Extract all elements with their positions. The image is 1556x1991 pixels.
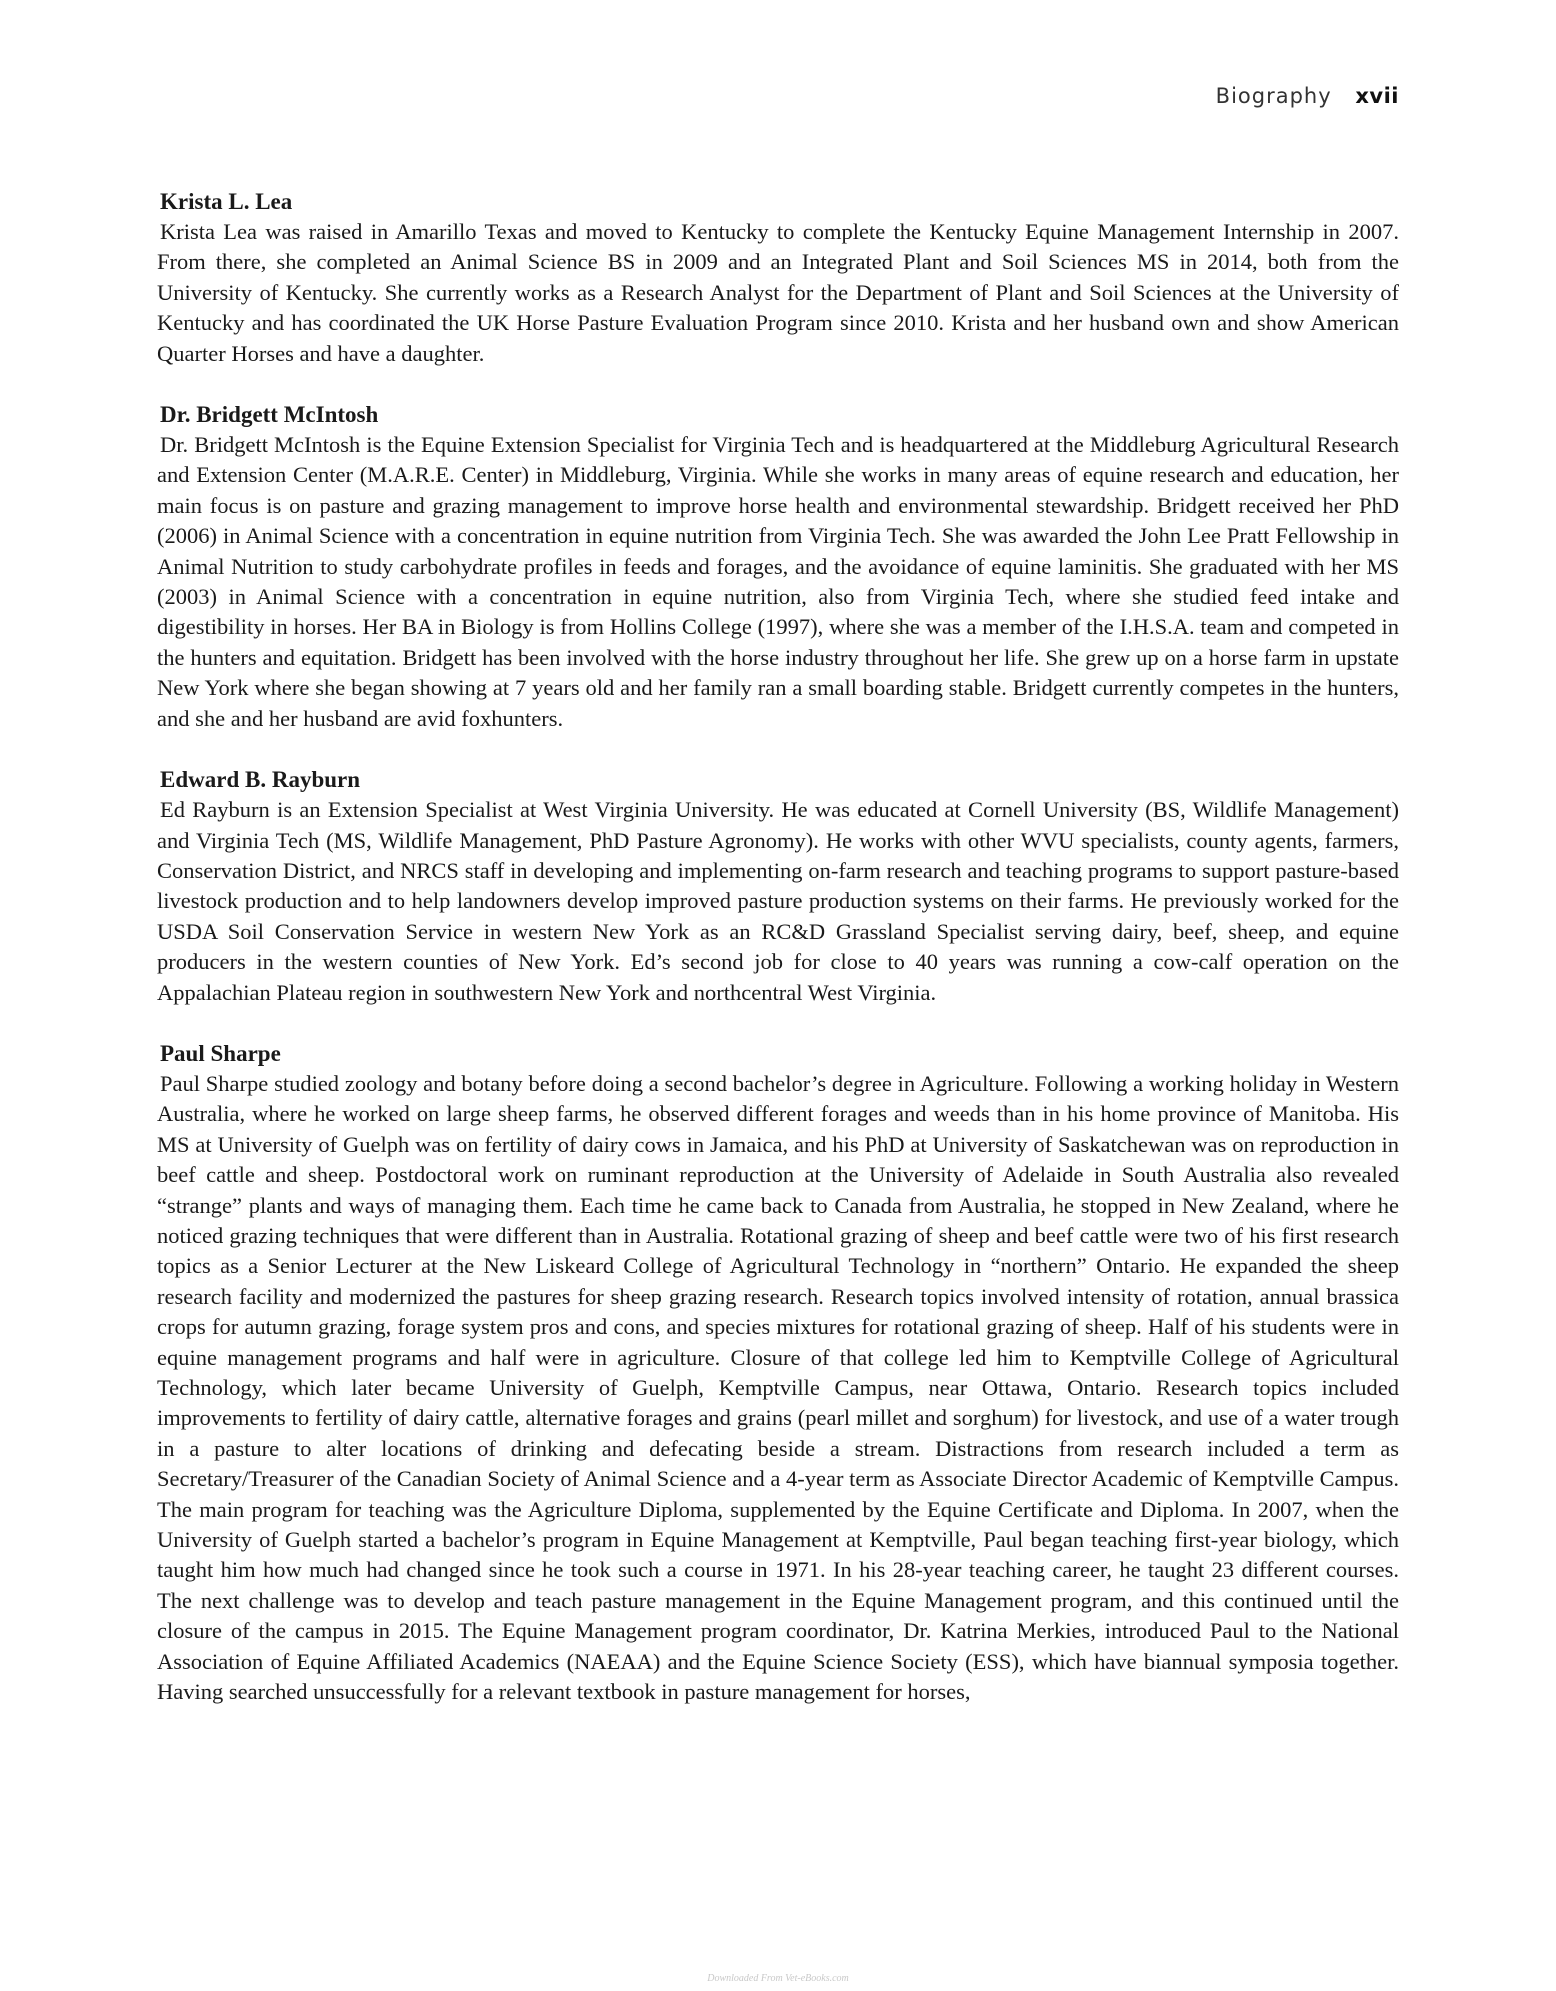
download-watermark: Downloaded From Vet-eBooks.com: [707, 1973, 849, 1984]
bio-paragraph: Dr. Bridgett McIntosh is the Equine Extension Specialist for Virginia Tech and is headquartered at the Middleburg Agricultural Research and Extension Center (M.A.R.E. Center) in Middleburg, Virginia. While she works in many areas of equine research and education, her main focus is on pasture and grazing management to improve horse health and environmental stewardship. Bridgett received her PhD (2006) in Animal Science with a concentration in equine nutrition from Virginia Tech. She was awarded the John Lee Pratt Fellowship in Animal Nutrition to study carbohydrate profiles in feeds and forages, and the avoidance of equine laminitis. She graduated with her MS (2003) in Animal Science with a concentration in equine nutrition, also from Virginia Tech, where she studied feed intake and digestibility in horses. Her BA in Biology is from Hollins College (1997), where she was a member of the I.H.S.A. team and competed in the hunters and equitation. Bridgett has been involved with the horse industry throughout her life. She grew up on a horse farm in upstate New York where she began showing at 7 years old and her family ran a small boarding stable. Bridgett currently competes in the hunters, and she and her husband are avid foxhunters.: [157, 432, 1399, 731]
bio-entry-krista-lea: [157, 186, 1399, 369]
bio-entry-bridgett-mcintosh: [157, 399, 1399, 734]
running-head: [1216, 84, 1399, 108]
bio-paragraph: Paul Sharpe studied zoology and botany before doing a second bachelor’s degree in Agriculture. Following a working holiday in Western Australia, where he worked on large sheep farms, he observed different forages and weeds than in his home province of Manitoba. His MS at University of Guelph was on fertility of dairy cows in Jamaica, and his PhD at University of Saskatchewan was on reproduction in beef cattle and sheep. Postdoctoral work on ruminant reproduction at the University of Adelaide in South Australia also revealed “strange” plants and ways of managing them. Each time he came back to Canada from Australia, he stopped in New Zealand, where he noticed grazing techniques that were different than in Australia. Rotational grazing of sheep and beef cattle were two of his first research topics as a Senior Lecturer at the New Liskeard College of Agricultural Technology in “northern” Ontario. He expanded the sheep research facility and modernized the pastures for sheep grazing research. Research topics involved intensity of rotation, annual brassica crops for autumn grazing, forage system pros and cons, and species mixtures for rotational grazing of sheep. Half of his students were in equine management programs and half were in agriculture. Closure of that college led him to Kemptville College of Agricultural Technology, which later became University of Guelph, Kemptville Campus, near Ottawa, Ontario. Research topics included improvements to fertility of dairy cattle, alternative forages and grains (pearl millet and sorghum) for livestock, and use of a water trough in a pasture to alter locations of drinking and defecating beside a stream. Distractions from research included a term as Secretary/Treasurer of the Canadian Society of Animal Science and a 4-year term as Associate Director Academic of Kemptville Campus. The main program for teaching was the Agriculture Diploma, supplemented by the Equine Certificate and Diploma. In 2007, when the University of Guelph started a bachelor’s program in Equine Management at Kemptville, Paul began teaching first-year biology, which taught him how much had changed since he took such a course in 1971. In his 28-year teaching career, he taught 23 different courses. The next challenge was to develop and teach pasture management in the Equine Management program, and this continued until the closure of the campus in 2015. The Equine Management program coordinator, Dr. Katrina Merkies, introduced Paul to the National Association of Equine Affiliated Academics (NAEAA) and the Equine Science Society (ESS), which have biannual symposia together. Having searched unsuccessfully for a relevant textbook in pasture management for horses,: [157, 1070, 1399, 1705]
bio-paragraph: Ed Rayburn is an Extension Specialist at West Virginia University. He was educated at Cornell University (BS, Wildlife Management) and Virginia Tech (MS, Wildlife Management, PhD Pasture Agronomy). He works with other WVU specialists, county agents, farmers, Conservation District, and NRCS staff in developing and implementing on-farm research and teaching programs to support pasture-based livestock production and to help landowners develop improved pasture production systems on their farms. He previously worked for the USDA Soil Conservation Service in western New York as an RC&D Grassland Specialist serving dairy, beef, sheep, and equine producers in the western counties of New York. Ed’s second job for close to 40 years was running a cow-calf operation on the Appalachian Plateau region in southwestern New York and northcentral West Virginia.: [157, 797, 1399, 1005]
page-number: xvii: [1355, 84, 1399, 108]
bio-name: Dr. Bridgett McIntosh: [160, 402, 379, 428]
bio-paragraph: Krista Lea was raised in Amarillo Texas and moved to Kentucky to complete the Kentucky Equine Management Internship in 2007. From there, she completed an Animal Science BS in 2009 and an Integrated Plant and Soil Sciences MS in 2014, both from the University of Kentucky. She currently works as a Research Analyst for the Department of Plant and Soil Sciences at the University of Kentucky and has coordinated the UK Horse Pasture Evaluation Program since 2010. Krista and her husband own and show American Quarter Horses and have a daughter.: [157, 219, 1399, 366]
bio-entry-edward-rayburn: [157, 764, 1399, 1008]
bio-name: Krista L. Lea: [160, 189, 293, 214]
biography-content: [157, 186, 1399, 1737]
bio-entry-paul-sharpe: [157, 1038, 1399, 1708]
bio-name: Edward B. Rayburn: [160, 767, 361, 793]
running-head-section: Biography: [1215, 84, 1332, 108]
bio-name: Paul Sharpe: [160, 1040, 281, 1066]
